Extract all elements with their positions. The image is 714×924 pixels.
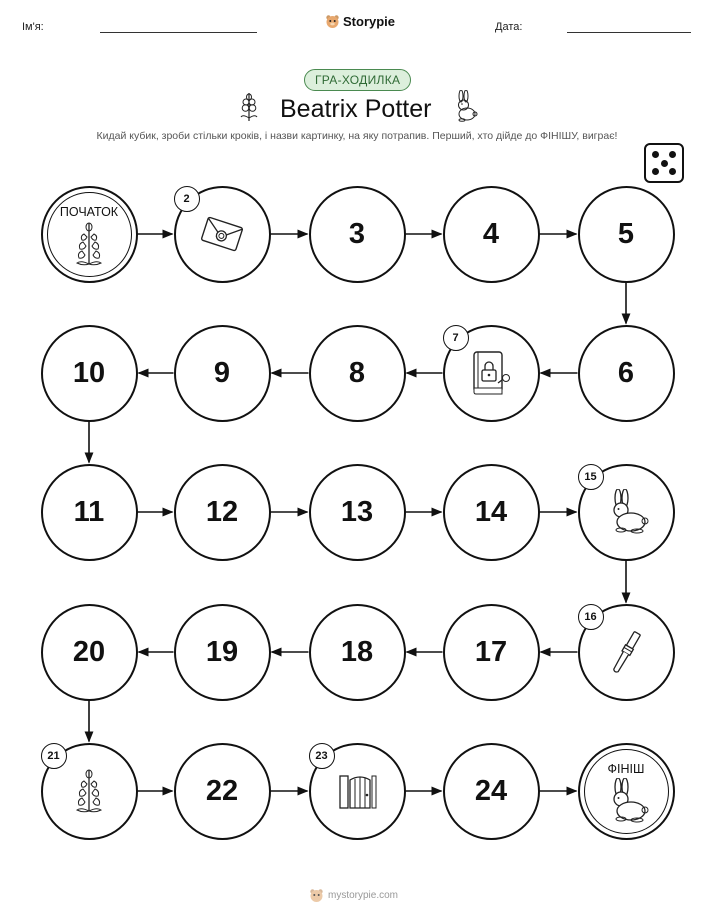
space-number: 14: [474, 495, 508, 528]
board-space: [309, 604, 406, 701]
rabbit-icon: [601, 778, 651, 829]
letter-icon: [198, 214, 246, 259]
space-number: 24: [474, 774, 508, 807]
foxglove-icon: [72, 767, 106, 820]
board-space: [578, 604, 675, 701]
space-number-badge: 15: [578, 464, 604, 490]
board-space: [443, 186, 540, 283]
board-space: [174, 604, 271, 701]
rabbit-icon: [601, 489, 651, 540]
board-space: [443, 743, 540, 840]
space-label: ФІНІШ: [607, 761, 645, 776]
space-number: 12: [205, 495, 239, 528]
space-number-badge: 16: [578, 604, 604, 630]
paintbrush-icon: [606, 627, 646, 682]
space-number: 5: [617, 217, 635, 250]
board-space: [578, 325, 675, 422]
space-number: 18: [340, 635, 374, 668]
finish-space: [578, 743, 675, 840]
instructions: Кидай кубик, зроби стільки кроків, і назви картинку, на яку потрапив. Перший, хто дійде до ФІНІШУ, виграє!: [96, 130, 618, 142]
space-number: 6: [617, 356, 635, 389]
board-space: [41, 743, 138, 840]
board-space: [41, 325, 138, 422]
board-space: [309, 464, 406, 561]
board-space: [174, 464, 271, 561]
brand-name: Storypie: [343, 14, 396, 29]
game-type-badge: ГРА-ХОДИЛКА: [304, 69, 411, 91]
space-number: 11: [73, 495, 105, 528]
board-space: [309, 186, 406, 283]
locked-diary-icon: [468, 348, 514, 403]
space-number-badge: 21: [41, 743, 67, 769]
space-number: 9: [213, 356, 231, 389]
board-space: [174, 186, 271, 283]
space-number: 19: [205, 635, 239, 668]
board-space: [174, 325, 271, 422]
space-number: 13: [340, 495, 374, 528]
page-title: Beatrix Potter: [280, 95, 432, 123]
space-number: 22: [205, 774, 239, 807]
space-number-badge: 7: [443, 325, 469, 351]
space-number: 4: [482, 217, 500, 250]
board-space: [443, 604, 540, 701]
space-number-badge: 23: [309, 743, 335, 769]
space-number: 10: [72, 356, 106, 389]
start-space: [41, 186, 138, 283]
board-space: [309, 325, 406, 422]
storypie-mascot-icon: [309, 888, 324, 903]
space-label: ПОЧАТОК: [59, 204, 119, 219]
footer: [309, 888, 398, 903]
space-number: 3: [348, 217, 366, 250]
space-number: 20: [72, 635, 106, 668]
date-label: Дата:: [495, 21, 523, 33]
name-label: Ім'я:: [22, 21, 44, 33]
board-space: [309, 743, 406, 840]
board-space: [443, 464, 540, 561]
board-space: [578, 464, 675, 561]
space-number-badge: 2: [174, 186, 200, 212]
board-space: [443, 325, 540, 422]
board-space: [41, 464, 138, 561]
garden-gate-icon: [336, 770, 378, 817]
space-number: 8: [348, 356, 366, 389]
board-space: [174, 743, 271, 840]
space-number: 17: [474, 635, 508, 668]
footer-site: mystorypie.com: [328, 890, 399, 901]
foxglove-icon: [72, 220, 106, 273]
board-space: [578, 186, 675, 283]
board-space: [41, 604, 138, 701]
